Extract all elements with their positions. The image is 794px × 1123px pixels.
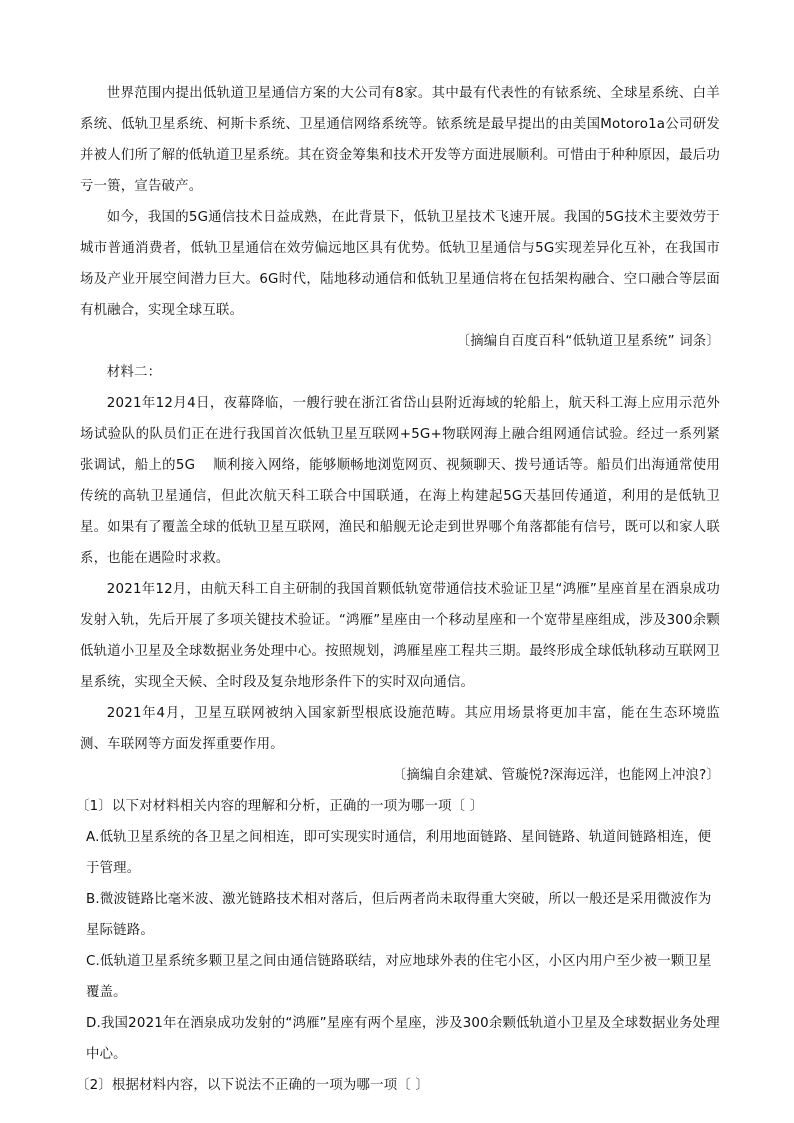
paragraph [80,388,720,574]
answer-option-b: B.微波链路比毫米波、激光链路技术相对落后，但后两者尚未取得重大突破，所以一般还是采用微波作为星际链路。 [86,892,712,938]
paragraph: 2021年4月，卫星互联网被纳入国家新型根底设施范畴。其应用场景将更加丰富，能在生态环境监测、车联网等方面发挥重要作用。 [80,706,720,752]
document-page [75,78,720,1101]
answer-option-c: C.低轨道卫星系统多颗卫星之间由通信链路联结，对应地球外表的住宅小区，小区内用户至少被一颗卫星覆盖。 [86,954,712,1000]
question-stem: 〔1〕以下对材料相关内容的理解和分析，正确的一项为哪一项〔 〕 [75,799,484,814]
paragraph-part: 2021年12月4日，夜幕降临，一艘行驶在浙江省岱山县附近海域的轮船上，航天科工海上应用示范外场试验队的队员们正在进行我国首次低轨卫星互联网+5G+物联网海上融合组网通信试验。经过一系列紧张调试，船上的5G [80,396,720,473]
source-citation: 〔摘编自余建斌、管璇悦?深海远洋，也能网上冲浪?〕 [392,768,720,783]
paragraph: 如今，我国的5G通信技术日益成熟，在此背景下，低轨卫星技术飞速开展。我国的5G技术主要效劳于城市普通消费者，低轨卫星通信在效劳偏远地区具有优势。低轨卫星通信与5G实现差异化互补，在我国市场及产业开展空间潜力巨大。6G时代，陆地移动通信和低轨卫星通信将在包括架构融合、空口融合等层面有机融合，实现全球互联。 [80,210,720,318]
source-citation: 〔摘编自百度百科“低轨道卫星系统” 词条〕 [456,334,720,349]
paragraph: 2021年12月，由航天科工自主研制的我国首颗低轨宽带通信技术验证卫星“鸿雁”星座首星在酒泉成功发射入轨，先后开展了多项关键技术验证。“鸿雁”星座由一个移动星座和一个宽带星座组成，涉及300余颗低轨道小卫星及全球数据业务处理中心。按照规划，鸿雁星座工程共三期。最终形成全球低轨移动互联网卫星系统，实现全天候、全时段及复杂地形条件下的实时双向通信。 [80,582,720,690]
answer-option-d: D.我国2021年在酒泉成功发射的“鸿雁”星座有两个星座，涉及300余颗低轨道小卫星及全球数据业务处理中心。 [86,1016,720,1062]
paragraph: 世界范围内提出低轨道卫星通信方案的大公司有8家。其中最有代表性的有铱系统、全球星系统、白羊系统、低轨卫星系统、柯斯卡系统、卫星通信网络系统等。铱系统是最早提出的由美国Motoro1a公司研发并被人们所了解的低轨道卫星系统。其在资金筹集和技术开发等方面进展顺利。可惜由于种种原因，最后功亏一篑，宣告破产。 [80,86,720,194]
question-stem: 〔2〕根据材料内容，以下说法不正确的一项为哪一项〔 〕 [75,1078,429,1093]
answer-option-a: A.低轨卫星系统的各卫星之间相连，即可实现实时通信，利用地面链路、星间链路、轨道间链路相连，便于管理。 [86,830,712,876]
paragraph-part: 顺利接入网络，能够顺畅地浏览网页、视频聊天、拨号通话等。船员们出海通常使用传统的高轨卫星通信，但此次航天科工联合中国联通，在海上构建起5G天基回传通道，利用的是低轨卫星。如果有了覆盖全球的低轨卫星互联网，渔民和船舰无论走到世界哪个角落都能有信号，既可以和家人联系，也能在遇险时求救。 [80,458,720,566]
section-heading: 材料二： [106,365,162,380]
